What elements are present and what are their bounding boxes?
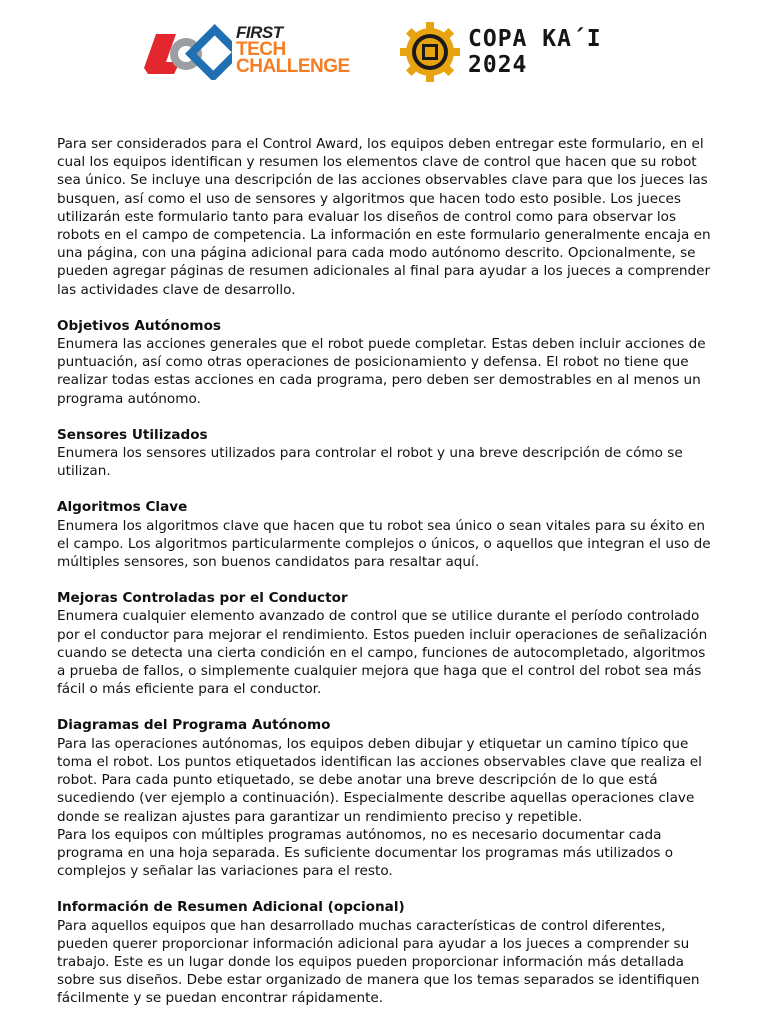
copa-logo xyxy=(398,20,638,86)
section-heading: Mejoras Controladas por el Conductor xyxy=(57,590,348,607)
section-diagramas xyxy=(57,716,713,880)
gear-icon xyxy=(398,20,462,84)
section-body: Enumera cualquier elemento avanzado de control que se utilice durante el período controlado por el conductor para mejorar el rendimiento. Estos pueden incluir operaciones de señalización cuando se detecta una cierta condición en el campo, funciones de autocompletado, algoritmos a prueba de fallos, o simplemente cualquier mejora que haga que el control del robot sea más fácil o más eficiente para el conductor. xyxy=(57,608,708,698)
intro-paragraph: Para ser considerados para el Control Award, los equipos deben entregar este formulario, en el cual los equipos identifican y resumen los elementos clave de control que hacen que su robot sea único. Se incluye una descripción de las acciones observables clave para que los jueces las busquen, así como el uso de sensores y algoritmos que hacen todo esto posible. Los jueces utilizarán este formulario tanto para evaluar los diseños de control como para observar los robots en el campo de competencia. La información en este formulario generalmente encaja en una página, con una página adicional para cada modo autónomo descrito. Opcionalmente, se pueden agregar páginas de resumen adicionales al final para ayudar a los jueces a comprender las actividades clave de desarrollo. xyxy=(57,136,711,298)
copa-wordmark xyxy=(468,26,602,78)
ftc-mark-icon xyxy=(140,24,232,80)
section-body-continued: Para los equipos con múltiples programas autónomos, no es necesario documentar cada programa en una hoja separada. Es suficiente documentar los programas más utilizados o complejos y señalar las variaciones para el resto. xyxy=(57,826,674,880)
section-heading: Sensores Utilizados xyxy=(57,426,208,443)
section-objetivos xyxy=(57,317,713,408)
section-heading: Diagramas del Programa Autónomo xyxy=(57,717,331,734)
section-body: Enumera las acciones generales que el robot puede completar. Estas deben incluir acciones de puntuación, así como otras operaciones de posicionamiento y defensa. El robot no tiene que realizar todas estas acciones en cada programa, pero deben ser demostrables en al menos un programa autónomo. xyxy=(57,336,706,407)
section-algoritmos xyxy=(57,498,713,571)
document-body xyxy=(57,135,713,1026)
section-resumen xyxy=(57,898,713,1007)
ftc-tech-text: TECH xyxy=(236,39,286,60)
section-body: Para las operaciones autónomas, los equipos deben dibujar y etiquetar un camino típico que toma el robot. Los puntos etiquetados identifican las acciones observables clave que realiza el robot. Para cada punto etiquetado, se debe anotar una breve descripción de lo que está sucediendo (ver ejemplo a continuación). Especialmente describe aquellas operaciones clave donde se realizan ajustes para garantizar un rendimiento preciso y repetible. xyxy=(57,735,702,825)
section-body: Enumera los algoritmos clave que hacen que tu robot sea único o sean vitales para su éxito en el campo. Los algoritmos particularmente complejos o únicos, o aquellos que integran el uso de múltiples sensores, son buenos candidatos para resaltar aquí. xyxy=(57,517,711,571)
section-body: Para aquellos equipos que han desarrollado muchas características de control diferentes, pueden querer proporcionar información adicional para ayudar a los jueces a comprender su trabajo. Este es un lugar donde los equipos pueden proporcionar información más detallada sobre sus diseños. Debe estar organizado de manera que los temas separados se identifiquen fácilmente y se puedan encontrar rápidamente. xyxy=(57,917,700,1007)
section-heading: Objetivos Autónomos xyxy=(57,317,221,334)
section-heading: Información de Resumen Adicional (opcional) xyxy=(57,899,405,916)
ftc-wordmark xyxy=(236,24,350,75)
ftc-challenge-text: CHALLENGE xyxy=(236,56,350,77)
copa-year-text: 2024 xyxy=(468,52,528,78)
copa-title-text: COPA KA´I xyxy=(468,26,602,52)
section-mejoras xyxy=(57,589,713,698)
page-header xyxy=(0,0,768,110)
section-body: Enumera los sensores utilizados para controlar el robot y una breve descripción de cómo se utilizan. xyxy=(57,445,683,480)
ftc-first-text: FIRST xyxy=(236,23,283,42)
ftc-logo xyxy=(140,22,370,82)
section-sensores xyxy=(57,426,713,481)
section-heading: Algoritmos Clave xyxy=(57,499,188,516)
